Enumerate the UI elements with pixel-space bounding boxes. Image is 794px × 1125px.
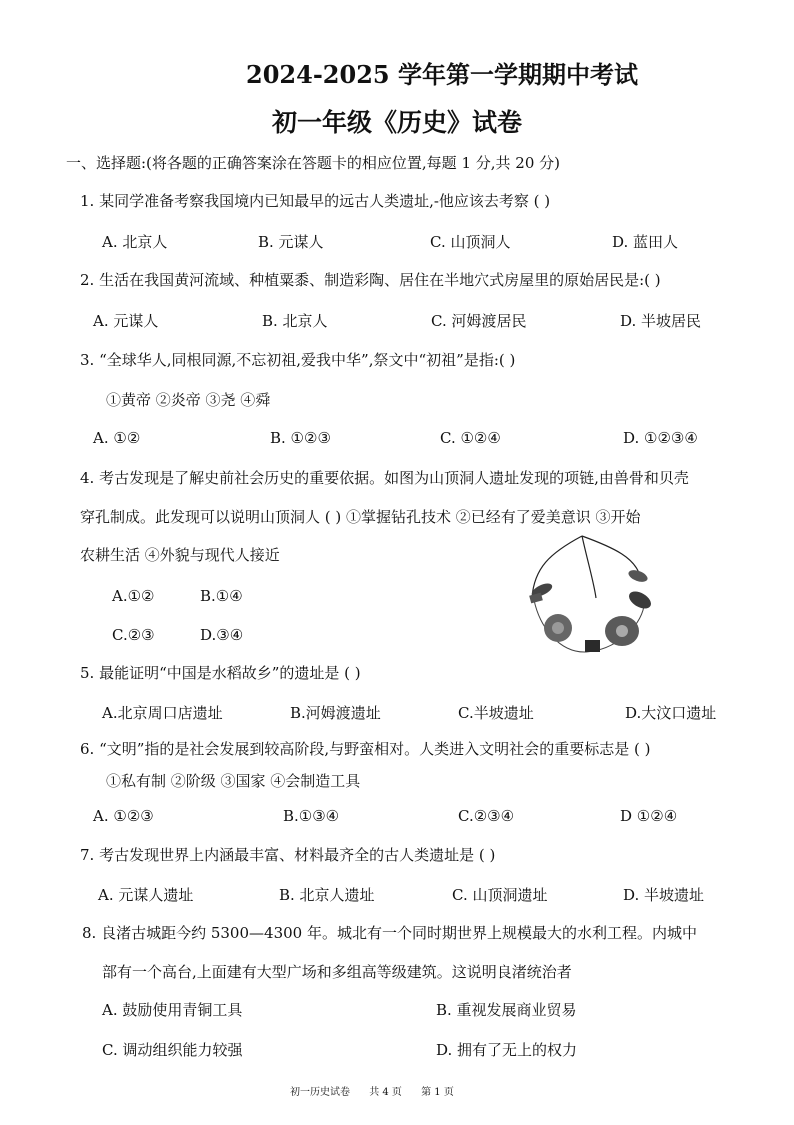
exam-title: 2024-2025 学年第一学期期中考试 xyxy=(246,60,638,89)
question-7-option-a: A. 元谋人遗址 xyxy=(98,886,194,904)
question-1-option-c: C. 山顶洞人 xyxy=(430,233,511,251)
footer-page-number: 第 1 页 xyxy=(421,1087,454,1098)
question-6-option-c: C.②③④ xyxy=(458,807,515,825)
question-3-option-d: D. ①②③④ xyxy=(623,429,698,447)
question-3-option-a: A. ①② xyxy=(93,429,141,447)
question-1-option-d: D. 蓝田人 xyxy=(612,233,679,251)
question-4-option-c: C.②③ xyxy=(112,626,155,644)
question-8-stem-line1: 8. 良渚古城距今约 5300—4300 年。城北有一个同时期世界上规模最大的水利工程。内城中 xyxy=(82,924,697,942)
question-7-option-d: D. 半坡遗址 xyxy=(623,886,705,904)
question-6-options-line: ①私有制 ②阶级 ③国家 ④会制造工具 xyxy=(106,772,361,790)
question-7-option-b: B. 北京人遗址 xyxy=(279,886,375,904)
question-4-stem-line1: 4. 考古发现是了解史前社会历史的重要依据。如图为山顶洞人遗址发现的项链,由兽骨和贝壳 xyxy=(80,469,689,487)
question-4-option-d: D.③④ xyxy=(200,626,244,644)
question-2-option-b: B. 北京人 xyxy=(262,312,328,330)
question-2-option-c: C. 河姆渡居民 xyxy=(431,312,527,330)
question-8-option-a: A. 鼓励使用青铜工具 xyxy=(102,1001,243,1019)
question-1-stem: 1. 某同学准备考察我国境内已知最早的远古人类遗址,-他应该去考察 ( ) xyxy=(80,192,551,210)
question-3-option-c: C. ①②④ xyxy=(440,429,501,447)
question-8-option-c: C. 调动组织能力较强 xyxy=(102,1041,243,1059)
question-4-option-b: B.①④ xyxy=(200,587,243,605)
question-6-stem: 6. “文明”指的是社会发展到较高阶段,与野蛮相对。人类进入文明社会的重要标志是 ( ) xyxy=(80,740,651,758)
question-8-stem-line2: 部有一个高台,上面建有大型广场和多组高等级建筑。这说明良渚统治者 xyxy=(102,963,572,981)
question-6-option-d: D ①②④ xyxy=(620,807,678,825)
question-7-option-c: C. 山顶洞遗址 xyxy=(452,886,548,904)
necklace-illustration xyxy=(520,528,670,668)
footer-subject: 初一历史试卷 xyxy=(290,1087,350,1098)
question-4-stem-line3: 农耕生活 ④外貌与现代人接近 xyxy=(80,546,280,564)
question-6-option-b: B.①③④ xyxy=(283,807,340,825)
question-1-option-b: B. 元谋人 xyxy=(258,233,324,251)
exam-subtitle: 初一年级《历史》试卷 xyxy=(271,108,522,137)
section-heading: 一、选择题:(将各题的正确答案涂在答题卡的相应位置,每题 1 分,共 20 分) xyxy=(66,154,560,172)
question-2-option-a: A. 元谋人 xyxy=(93,312,159,330)
footer-total-pages: 共 4 页 xyxy=(369,1087,402,1098)
question-2-stem: 2. 生活在我国黄河流域、种植粟黍、制造彩陶、居住在半地穴式房屋里的原始居民是:( ) xyxy=(80,271,661,289)
question-5-option-a: A.北京周口店遗址 xyxy=(102,704,223,722)
question-8-option-d: D. 拥有了无上的权力 xyxy=(436,1041,578,1059)
question-3-options-line: ①黄帝 ②炎帝 ③尧 ④舜 xyxy=(106,391,271,409)
question-5-stem: 5. 最能证明“中国是水稻故乡”的遗址是 ( ) xyxy=(80,664,361,682)
question-4-option-a: A.①② xyxy=(112,587,155,605)
question-5-option-b: B.河姆渡遗址 xyxy=(290,704,381,722)
question-3-option-b: B. ①②③ xyxy=(270,429,331,447)
question-2-option-d: D. 半坡居民 xyxy=(620,312,702,330)
question-4-stem-line2: 穿孔制成。此发现可以说明山顶洞人 ( ) ①掌握钻孔技术 ②已经有了爱美意识 ③开始 xyxy=(80,508,641,526)
question-5-option-c: C.半坡遗址 xyxy=(458,704,534,722)
page-footer xyxy=(290,1083,470,1098)
question-6-option-a: A. ①②③ xyxy=(93,807,154,825)
question-3-stem: 3. “全球华人,同根同源,不忘初祖,爱我中华”,祭文中“初祖”是指:( ) xyxy=(80,351,516,369)
question-1-option-a: A. 北京人 xyxy=(102,233,168,251)
question-5-option-d: D.大汶口遗址 xyxy=(625,704,717,722)
question-7-stem: 7. 考古发现世界上内涵最丰富、材料最齐全的古人类遗址是 ( ) xyxy=(80,846,496,864)
question-8-option-b: B. 重视发展商业贸易 xyxy=(436,1001,577,1019)
